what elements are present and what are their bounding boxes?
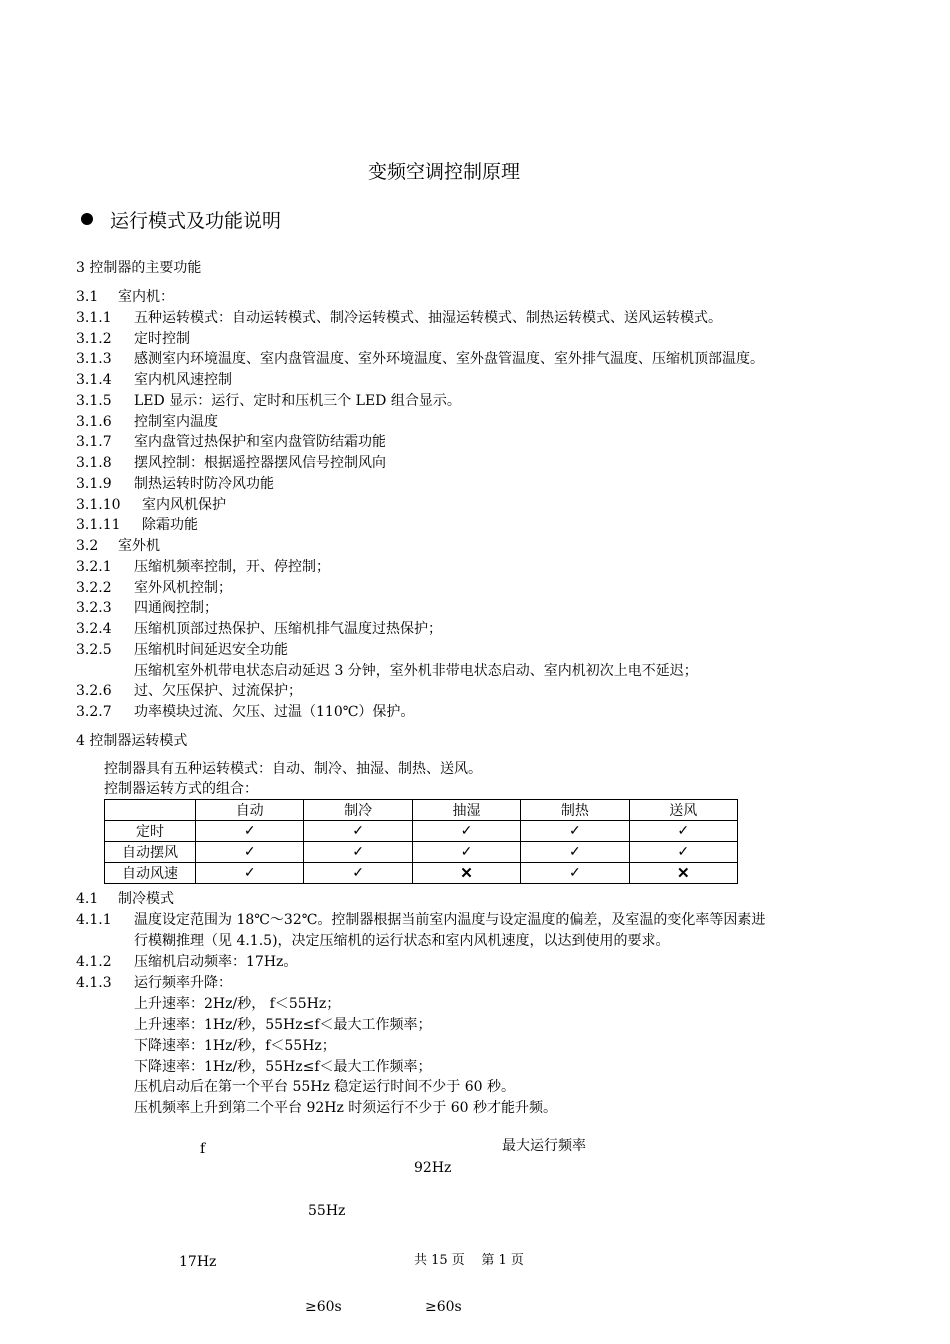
sec4-intro-1: 控制器具有五种运转模式：自动、制冷、抽湿、制热、送风。 [104, 761, 482, 777]
table-row-label: 自动摆风 [105, 842, 196, 863]
cross-icon: ✕ [629, 863, 737, 884]
bullet-icon [81, 213, 93, 225]
table-row-label: 自动风速 [105, 863, 196, 884]
line-number: 3.1.2 [76, 330, 112, 347]
sec41-line-2 [76, 910, 765, 930]
line-number: 3.1.8 [76, 455, 112, 471]
rate-line: 上升速率：2Hz/秒， f＜55Hz； [134, 996, 341, 1012]
check-icon: ✓ [304, 821, 412, 842]
line-number: 3.2 [76, 538, 99, 554]
line-text: 除霜功能 [142, 517, 198, 534]
line-number: 3.2.5 [76, 641, 112, 658]
sec4-intro-2: 控制器运转方式的组合： [104, 781, 258, 797]
list-item [76, 619, 442, 639]
list-item [76, 640, 288, 660]
check-icon: ✓ [412, 842, 520, 863]
line-text: 制热运转时防冷风功能 [134, 475, 274, 492]
table-row [105, 863, 738, 884]
rate-line: 压机启动后在第一个平台 55Hz 稳定运行时间不少于 60 秒。 [134, 1079, 516, 1095]
rate-line: 下降速率：1Hz/秒，55Hz≤f＜最大工作频率； [134, 1059, 432, 1075]
table-row-label: 定时 [105, 821, 196, 842]
list-item [76, 349, 764, 369]
figure-17hz-label: 17Hz [179, 1254, 217, 1270]
sec41-line-1 [76, 889, 174, 909]
line-number: 4.1.1 [76, 912, 112, 928]
figure-max-label: 最大运行频率 [502, 1138, 586, 1154]
check-icon: ✓ [521, 821, 629, 842]
figure-time-1: ≥60s [305, 1299, 342, 1315]
line-number: 3.1.3 [76, 351, 112, 368]
check-icon: ✓ [196, 863, 304, 884]
line-text: 运行频率升降： [134, 975, 232, 991]
list-item [76, 598, 218, 618]
page-footer: 共 15 页 第 1 页 [414, 1253, 524, 1268]
line-text: 压缩机室外机带电状态启动延迟 3 分钟，室外机非带电状态启动、室内机初次上电不延迟； [134, 662, 698, 679]
check-icon: ✓ [412, 821, 520, 842]
line-text: 控制室内温度 [134, 413, 218, 430]
list-item [76, 536, 160, 556]
check-icon: ✓ [629, 821, 737, 842]
line-number: 3.2.1 [76, 558, 112, 575]
line-number: 3.1.6 [76, 413, 112, 430]
line-number: 3.2.3 [76, 600, 112, 617]
table-header-cell: 自动 [196, 800, 304, 821]
line-text: 压缩机顶部过热保护、压缩机排气温度过热保护； [134, 621, 442, 637]
line-text: 室外机 [118, 538, 160, 554]
line-text: LED 显示：运行、定时和压机三个 LED 组合显示。 [134, 392, 461, 409]
line-number: 3.1.10 [76, 496, 121, 513]
figure-55hz-label: 55Hz [308, 1203, 346, 1219]
table-header-cell: 制热 [521, 800, 629, 821]
line-number: 3.1.11 [76, 517, 121, 534]
list-item [76, 681, 302, 701]
line-number: 3.2.6 [76, 683, 112, 700]
check-icon: ✓ [196, 842, 304, 863]
check-icon: ✓ [196, 821, 304, 842]
list-item [76, 702, 414, 722]
sec3-heading: 3 控制器的主要功能 [76, 260, 202, 276]
list-item [76, 412, 218, 432]
check-icon: ✓ [304, 863, 412, 884]
list-item [76, 495, 226, 515]
line-number: 3.1.5 [76, 392, 112, 409]
line-number: 3.1.7 [76, 434, 112, 451]
list-item [76, 329, 190, 349]
mode-table [104, 799, 738, 884]
line-text: 定时控制 [134, 330, 190, 347]
figure-time-2: ≥60s [425, 1299, 462, 1315]
line-number: 3.2.4 [76, 621, 112, 637]
list-item [76, 391, 461, 411]
line-text: 四通阀控制； [134, 600, 218, 617]
line-text: 制冷模式 [118, 891, 174, 907]
line-number: 3.1.1 [76, 309, 112, 326]
line-text: 功率模块过流、欠压、过温（110℃）保护。 [134, 704, 415, 720]
list-item [76, 453, 386, 473]
line-text: 五种运转模式：自动运转模式、制冷运转模式、抽湿运转模式、制热运转模式、送风运转模式。 [134, 309, 722, 326]
list-item [76, 578, 232, 598]
table-row [105, 842, 738, 863]
line-number: 3.1 [76, 289, 99, 305]
list-item [76, 474, 274, 494]
section-heading: 运行模式及功能说明 [110, 210, 282, 232]
line-text: 室内风机保护 [142, 496, 226, 513]
line-text: 过、欠压保护、过流保护； [134, 683, 302, 700]
sec41-line-2-cont: 行模糊推理（见 4.1.5)，决定压缩机的运行状态和室内风机速度，以达到使用的要求。 [134, 933, 670, 949]
line-text: 温度设定范围为 18℃～32℃。控制器根据当前室内温度与设定温度的偏差，及室温的变化率等因素进 [134, 912, 766, 928]
line-text: 室外风机控制； [134, 579, 232, 596]
table-header-cell: 抽湿 [412, 800, 520, 821]
list-item [76, 661, 698, 681]
table-header-cell: 送风 [629, 800, 737, 821]
line-text: 室内机： [118, 289, 174, 305]
rate-line: 下降速率：1Hz/秒，f＜55Hz； [134, 1038, 336, 1054]
line-text: 摆风控制：根据遥控器摆风信号控制风向 [134, 455, 386, 471]
list-item [76, 557, 330, 577]
list-item [76, 370, 232, 390]
rate-line: 上升速率：1Hz/秒，55Hz≤f＜最大工作频率； [134, 1017, 432, 1033]
table-corner-cell [105, 800, 196, 821]
line-number: 4.1.3 [76, 975, 112, 991]
check-icon: ✓ [304, 842, 412, 863]
list-item [76, 432, 386, 452]
line-text: 室内机风速控制 [134, 372, 232, 388]
rate-line: 压机频率上升到第二个平台 92Hz 时须运行不少于 60 秒才能升频。 [134, 1100, 558, 1116]
line-text: 感测室内环境温度、室内盘管温度、室外环境温度、室外盘管温度、室外排气温度、压缩机顶部温度。 [134, 351, 764, 368]
page-title: 变频空调控制原理 [368, 161, 521, 183]
line-number: 4.1 [76, 891, 99, 907]
list-item [76, 287, 174, 307]
figure-f-label: f [200, 1141, 206, 1157]
check-icon: ✓ [521, 863, 629, 884]
line-number: 4.1.2 [76, 954, 112, 970]
list-item [76, 515, 198, 535]
table-header-cell: 制冷 [304, 800, 412, 821]
line-text: 压缩机时间延迟安全功能 [134, 641, 288, 658]
list-item [76, 308, 722, 328]
figure-92hz-label: 92Hz [414, 1160, 452, 1176]
line-number: 3.1.4 [76, 372, 112, 388]
sec41-line-4 [76, 973, 232, 993]
line-text: 压缩机启动频率：17Hz。 [134, 954, 298, 970]
line-number: 3.2.2 [76, 579, 112, 596]
table-row [105, 821, 738, 842]
sec41-line-3 [76, 952, 297, 972]
check-icon: ✓ [629, 842, 737, 863]
line-text: 室内盘管过热保护和室内盘管防结霜功能 [134, 434, 386, 451]
line-number: 3.2.7 [76, 704, 112, 720]
line-text: 压缩机频率控制，开、停控制； [134, 558, 330, 575]
table-header-row [105, 800, 738, 821]
sec4-heading: 4 控制器运转模式 [76, 733, 188, 749]
line-number: 3.1.9 [76, 475, 112, 492]
check-icon: ✓ [521, 842, 629, 863]
cross-icon: ✕ [412, 863, 520, 884]
